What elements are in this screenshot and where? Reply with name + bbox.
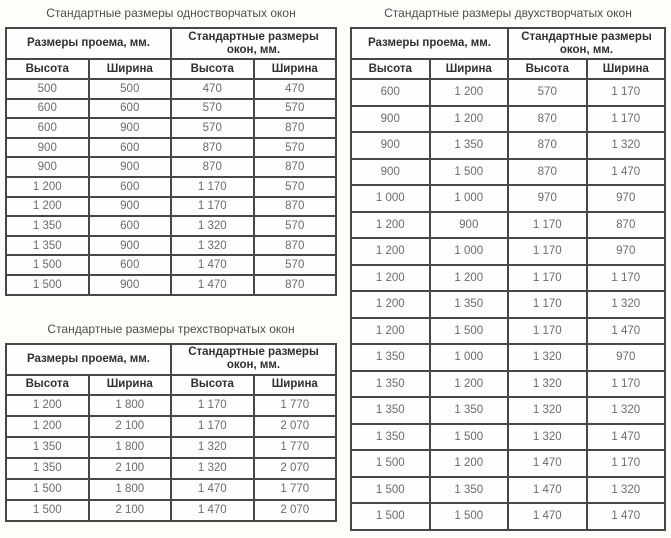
- size-cell: 470: [254, 79, 337, 99]
- left-column: [5, 4, 337, 538]
- size-cell: 970: [587, 238, 666, 265]
- size-cell: 1 320: [508, 397, 587, 424]
- size-cell: 1 320: [587, 291, 666, 318]
- table-row: [351, 371, 665, 398]
- double-leaf-windows-table: [350, 27, 666, 531]
- table-row: [6, 216, 336, 236]
- size-cell: 600: [89, 138, 172, 158]
- triple-leaf-table-title: Стандартные размеры трехстворчатых окон: [47, 321, 295, 336]
- single-leaf-table-title: Стандартные размеры одностворчатых окон: [46, 6, 296, 20]
- size-cell: 1 500: [430, 318, 509, 345]
- size-cell: 970: [508, 185, 587, 212]
- size-cell: 1 000: [430, 238, 509, 265]
- size-cell: 1 170: [587, 265, 666, 292]
- size-cell: 1 770: [254, 395, 337, 416]
- size-cell: 1 200: [6, 177, 89, 197]
- table-row: [6, 275, 336, 295]
- size-cell: 1 500: [430, 503, 509, 530]
- table-row: [351, 477, 665, 504]
- size-cell: 1 350: [351, 371, 430, 398]
- size-cell: 1 500: [351, 503, 430, 530]
- size-cell: 1 320: [171, 458, 254, 479]
- size-cell: 600: [89, 99, 172, 119]
- table-row: [351, 291, 665, 318]
- size-cell: 900: [430, 212, 509, 239]
- window-sizes-header: Стандартные размеры окон, мм.: [171, 344, 336, 375]
- size-cell: 1 320: [508, 344, 587, 371]
- table-row: [351, 79, 665, 106]
- size-cell: 2 070: [254, 458, 337, 479]
- table-row: [6, 500, 336, 521]
- size-cell: 900: [351, 132, 430, 159]
- size-cell: 1 470: [587, 503, 666, 530]
- size-cell: 600: [89, 255, 172, 275]
- size-cell: 1 170: [587, 371, 666, 398]
- table-row: [351, 397, 665, 424]
- table-row: [351, 106, 665, 133]
- size-cell: 570: [254, 138, 337, 158]
- size-cell: 1 350: [6, 458, 89, 479]
- size-cell: 1 200: [351, 212, 430, 239]
- size-cell: 970: [587, 344, 666, 371]
- size-cell: 970: [587, 185, 666, 212]
- size-cell: 2 100: [89, 416, 172, 437]
- table-body: [6, 79, 336, 295]
- size-cell: 1 500: [6, 479, 89, 500]
- triple-leaf-windows-table: [5, 343, 337, 522]
- window-sizes-header: Стандартные размеры окон, мм.: [508, 28, 665, 59]
- size-cell: 1 200: [351, 318, 430, 345]
- size-cell: 1 320: [587, 132, 666, 159]
- size-cell: 1 320: [587, 477, 666, 504]
- size-cell: 570: [254, 99, 337, 119]
- opening-sizes-header: Размеры проема, мм.: [351, 28, 508, 59]
- table-header: [351, 28, 665, 79]
- size-cell: 870: [171, 138, 254, 158]
- size-cell: 1 200: [6, 416, 89, 437]
- table-row: [6, 177, 336, 197]
- table-header: [6, 28, 336, 79]
- size-cell: 1 350: [430, 477, 509, 504]
- table-row: [351, 424, 665, 451]
- size-cell: 1 170: [587, 450, 666, 477]
- size-cell: 1 350: [351, 397, 430, 424]
- size-cell: 1 170: [508, 212, 587, 239]
- size-cell: 1 470: [587, 424, 666, 451]
- size-cell: 1 350: [6, 236, 89, 256]
- size-cell: 1 470: [171, 275, 254, 295]
- table-row: [6, 118, 336, 138]
- size-cell: 1 200: [6, 197, 89, 217]
- double-leaf-windows-section: [350, 6, 666, 531]
- size-cell: 870: [254, 197, 337, 217]
- size-cell: 600: [6, 99, 89, 119]
- size-cell: 900: [89, 157, 172, 177]
- size-cell: 570: [254, 216, 337, 236]
- size-cell: 600: [351, 79, 430, 106]
- opening-sizes-header: Размеры проема, мм.: [6, 344, 171, 375]
- window-width-column-header: Ширина: [587, 59, 666, 79]
- size-cell: 1 350: [430, 291, 509, 318]
- table-row: [351, 185, 665, 212]
- window-height-column-header: Высота: [171, 375, 254, 395]
- opening-height-column-header: Высота: [351, 59, 430, 79]
- size-cell: 1 170: [171, 395, 254, 416]
- size-cell: 1 170: [171, 177, 254, 197]
- size-cell: 870: [254, 275, 337, 295]
- size-cell: 1 800: [89, 479, 172, 500]
- table-row: [6, 395, 336, 416]
- size-cell: 600: [6, 118, 89, 138]
- table-row: [351, 503, 665, 530]
- size-cell: 1 800: [89, 437, 172, 458]
- size-cell: 1 170: [587, 106, 666, 133]
- table-row: [6, 437, 336, 458]
- size-cell: 1 170: [171, 197, 254, 217]
- table-row: [6, 79, 336, 99]
- table-row: [6, 458, 336, 479]
- size-cell: 1 500: [430, 159, 509, 186]
- window-height-column-header: Высота: [508, 59, 587, 79]
- size-cell: 500: [6, 79, 89, 99]
- size-cell: 1 000: [430, 344, 509, 371]
- size-cell: 1 320: [508, 371, 587, 398]
- opening-sizes-header: Размеры проема, мм.: [6, 28, 171, 59]
- size-cell: 570: [171, 99, 254, 119]
- window-width-column-header: Ширина: [254, 59, 337, 79]
- size-cell: 1 500: [430, 424, 509, 451]
- size-cell: 1 470: [171, 500, 254, 521]
- size-cell: 1 350: [6, 216, 89, 236]
- size-cell: 900: [89, 236, 172, 256]
- table-row: [351, 344, 665, 371]
- size-cell: 1 320: [171, 437, 254, 458]
- table-header: [6, 344, 336, 395]
- size-cell: 1 500: [6, 275, 89, 295]
- size-cell: 1 200: [351, 265, 430, 292]
- size-cell: 900: [89, 197, 172, 217]
- size-cell: 1 200: [351, 291, 430, 318]
- table-row: [351, 265, 665, 292]
- size-cell: 600: [89, 216, 172, 236]
- table-row: [6, 255, 336, 275]
- table-body: [6, 395, 336, 521]
- size-cell: 1 170: [508, 238, 587, 265]
- size-cell: 1 200: [430, 79, 509, 106]
- size-cell: 1 500: [351, 450, 430, 477]
- size-cell: 870: [254, 157, 337, 177]
- size-cell: 1 200: [430, 106, 509, 133]
- size-cell: 870: [254, 118, 337, 138]
- size-cell: 1 200: [6, 395, 89, 416]
- window-sizes-header: Стандартные размеры окон, мм.: [171, 28, 336, 59]
- table-row: [6, 197, 336, 217]
- table-row: [6, 236, 336, 256]
- size-cell: 870: [508, 132, 587, 159]
- single-leaf-windows-section: [5, 6, 337, 296]
- table-row: [6, 99, 336, 119]
- size-cell: 2 100: [89, 458, 172, 479]
- size-cell: 500: [89, 79, 172, 99]
- table-row: [6, 416, 336, 437]
- opening-width-column-header: Ширина: [89, 375, 172, 395]
- size-cell: 1 350: [430, 132, 509, 159]
- table-row: [6, 479, 336, 500]
- size-cell: 1 320: [171, 236, 254, 256]
- opening-height-column-header: Высота: [6, 375, 89, 395]
- size-cell: 900: [89, 275, 172, 295]
- size-cell: 1 500: [351, 477, 430, 504]
- size-cell: 1 000: [351, 185, 430, 212]
- size-cell: 1 500: [6, 500, 89, 521]
- size-cell: 870: [254, 236, 337, 256]
- size-cell: 600: [89, 177, 172, 197]
- size-cell: 1 350: [351, 424, 430, 451]
- size-cell: 470: [171, 79, 254, 99]
- size-cell: 2 070: [254, 416, 337, 437]
- size-cell: 900: [351, 106, 430, 133]
- size-cell: 1 500: [6, 255, 89, 275]
- size-cell: 1 200: [430, 450, 509, 477]
- size-cell: 2 070: [254, 500, 337, 521]
- size-cell: 1 200: [430, 265, 509, 292]
- table-row: [351, 159, 665, 186]
- size-cell: 570: [508, 79, 587, 106]
- size-cell: 1 200: [430, 371, 509, 398]
- double-leaf-table-title: Стандартные размеры двухстворчатых окон: [384, 6, 632, 20]
- size-cell: 1 350: [351, 344, 430, 371]
- size-cell: 1 470: [587, 159, 666, 186]
- size-cell: 570: [171, 118, 254, 138]
- size-cell: 1 320: [508, 424, 587, 451]
- size-cell: 900: [351, 159, 430, 186]
- table-row: [351, 318, 665, 345]
- size-cell: 1 470: [171, 479, 254, 500]
- table-row: [351, 132, 665, 159]
- opening-width-column-header: Ширина: [89, 59, 172, 79]
- opening-width-column-header: Ширина: [430, 59, 509, 79]
- size-cell: 1 320: [171, 216, 254, 236]
- size-cell: 870: [171, 157, 254, 177]
- size-cell: 1 170: [508, 265, 587, 292]
- size-cell: 1 350: [6, 437, 89, 458]
- size-cell: 870: [587, 212, 666, 239]
- table-row: [6, 157, 336, 177]
- size-cell: 900: [89, 118, 172, 138]
- size-cell: 1 350: [430, 397, 509, 424]
- size-cell: 1 470: [508, 450, 587, 477]
- size-cell: 570: [254, 255, 337, 275]
- table-row: [6, 138, 336, 158]
- right-column: [350, 4, 666, 538]
- size-cell: 1 000: [430, 185, 509, 212]
- window-height-column-header: Высота: [171, 59, 254, 79]
- size-cell: 1 470: [508, 477, 587, 504]
- size-cell: 1 800: [89, 395, 172, 416]
- size-cell: 1 470: [587, 318, 666, 345]
- size-cell: 1 470: [171, 255, 254, 275]
- table-row: [351, 238, 665, 265]
- size-cell: 1 320: [587, 397, 666, 424]
- size-cell: 870: [508, 159, 587, 186]
- table-row: [351, 450, 665, 477]
- size-cell: 2 100: [89, 500, 172, 521]
- size-cell: 1 170: [508, 291, 587, 318]
- size-cell: 900: [6, 157, 89, 177]
- size-cell: 1 170: [587, 79, 666, 106]
- size-cell: 1 200: [351, 238, 430, 265]
- size-cell: 870: [508, 106, 587, 133]
- size-cell: 1 470: [508, 503, 587, 530]
- size-cell: 1 170: [508, 318, 587, 345]
- size-cell: 900: [6, 138, 89, 158]
- size-cell: 1 170: [171, 416, 254, 437]
- single-leaf-windows-table: [5, 27, 337, 296]
- triple-leaf-windows-section: [5, 322, 337, 522]
- table-body: [351, 79, 665, 530]
- size-cell: 570: [254, 177, 337, 197]
- size-cell: 1 770: [254, 437, 337, 458]
- table-row: [351, 212, 665, 239]
- window-width-column-header: Ширина: [254, 375, 337, 395]
- opening-height-column-header: Высота: [6, 59, 89, 79]
- size-cell: 1 770: [254, 479, 337, 500]
